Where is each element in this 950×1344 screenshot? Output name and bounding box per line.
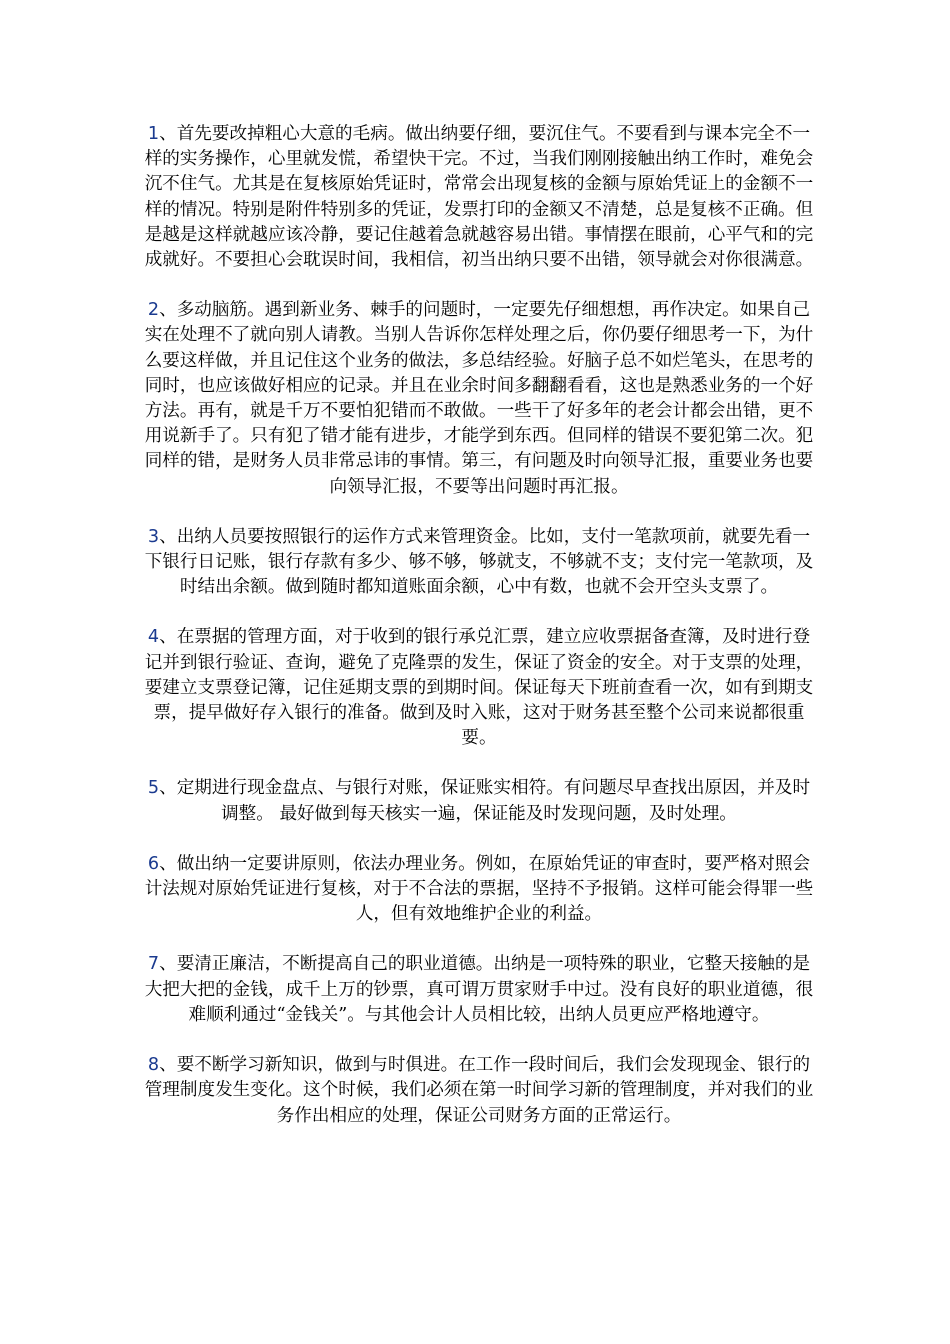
paragraph-7 — [143, 952, 815, 1028]
document-body — [143, 122, 815, 1154]
paragraph-number: 7 — [147, 954, 160, 975]
paragraph-1 — [143, 122, 815, 273]
paragraph-5 — [143, 776, 815, 826]
paragraph-number: 8 — [147, 1055, 160, 1076]
paragraph-number: 6 — [147, 853, 160, 874]
paragraph-number: 5 — [147, 778, 160, 799]
paragraph-number: 1 — [147, 124, 160, 144]
paragraph-text: 、要不断学习新知识，做到与时俱进。在工作一段时间后，我们会发现现金、银行的管理制度发生变化。这个时候，我们必须在第一时间学习新的管理制度，并对我们的业务作出相应的处理，保证公司财务方面的正常运行。 — [144, 1055, 814, 1126]
paragraph-text: 、要清正廉洁，不断提高自己的职业道德。出纳是一项特殊的职业，它整天接触的是大把大把的金钱，成千上万的钞票，真可谓万贯家财手中过。没有良好的职业道德，很难顺利通过“金钱关”。与其他会计人员相比较，出纳人员更应严格地遵守。 — [144, 954, 814, 1025]
paragraph-3 — [143, 525, 815, 601]
paragraph-text: 、多动脑筋。遇到新业务、棘手的问题时，一定要先仔细想想，再作决定。如果自己实在处理不了就向别人请教。当别人告诉你怎样处理之后，你仍要仔细思考一下，为什么要这样做，并且记住这个业务的做法，多总结经验。好脑子总不如烂笔头，在思考的同时，也应该做好相应的记录。并且在业余时间多翻翻看看，这也是熟悉业务的一个好方法。再有，就是千万不要怕犯错而不敢做。一些干了好多年的老会计都会出错，更不用说新手了。只有犯了错才能有进步，才能学到东西。但同样的错误不要犯第二次。犯同样的错，是财务人员非常忌讳的事情。第三，有问题及时向领导汇报，重要业务也要向领导汇报，不要等出问题时再汇报。 — [144, 300, 814, 497]
paragraph-4 — [143, 625, 815, 751]
paragraph-8 — [143, 1053, 815, 1129]
paragraph-text: 、出纳人员要按照银行的运作方式来管理资金。比如，支付一笔款项前，就要先看一下银行日记账，银行存款有多少、够不够，够就支，不够就不支；支付完一笔款项，及时结出余额。做到随时都知道账面余额，心中有数，也就不会开空头支票了。 — [144, 526, 814, 598]
paragraph-number: 4 — [147, 627, 160, 648]
paragraph-number: 2 — [147, 300, 160, 321]
paragraph-6 — [143, 852, 815, 928]
paragraph-number: 3 — [147, 526, 160, 547]
paragraph-text: 、首先要改掉粗心大意的毛病。做出纳要仔细，要沉住气。不要看到与课本完全不一样的实务操作，心里就发慌，希望快干完。不过，当我们刚刚接触出纳工作时，难免会沉不住气。尤其是在复核原始凭证时，常常会出现复核的金额与原始凭证上的金额不一样的情况。特别是附件特别多的凭证，发票打印的金额又不清楚，总是复核不正确。但是越是这样就越应该冷静，要记住越着急就越容易出错。事情摆在眼前，心平气和的完成就好。不要担心会耽误时间，我相信，初当出纳只要不出错，领导就会对你很满意。 — [144, 124, 814, 271]
paragraph-text: 、做出纳一定要讲原则，依法办理业务。例如，在原始凭证的审查时，要严格对照会计法规对原始凭证进行复核，对于不合法的票据，坚持不予报销。这样可能会得罪一些人，但有效地维护企业的利益。 — [144, 853, 814, 925]
paragraph-text: 、在票据的管理方面，对于收到的银行承兑汇票，建立应收票据备查簿，及时进行登记并到银行验证、查询，避免了克隆票的发生，保证了资金的安全。对于支票的处理，要建立支票登记簿，记住延期支票的到期时间。保证每天下班前查看一次，如有到期支票，提早做好存入银行的准备。做到及时入账，这对于财务甚至整个公司来说都很重要。 — [144, 627, 814, 749]
paragraph-2 — [143, 298, 815, 500]
paragraph-text: 、定期进行现金盘点、与银行对账，保证账实相符。有问题尽早查找出原因，并及时调整。 最好做到每天核实一遍，保证能及时发现问题，及时处理。 — [159, 778, 811, 824]
